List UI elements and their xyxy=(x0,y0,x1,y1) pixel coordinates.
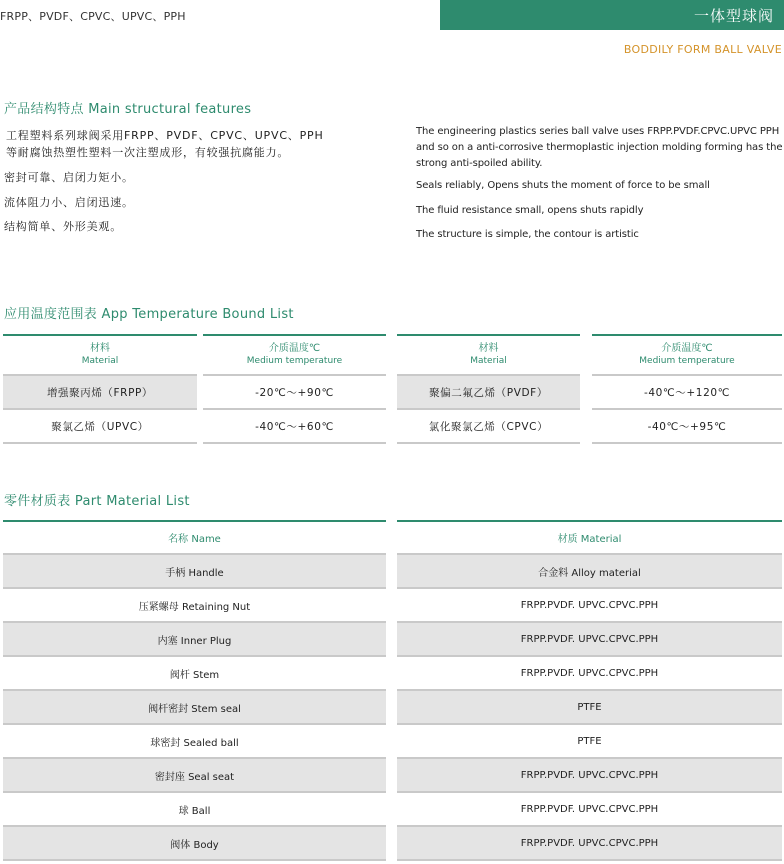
temp-cell: 聚氯乙烯（UPVC） xyxy=(3,410,197,444)
parts-row-material: FRPP.PVDF. UPVC.CPVC.PPH xyxy=(397,589,782,623)
temperature-heading: 应用温度范围表 App Temperature Bound List xyxy=(4,307,294,322)
parts-row-material: PTFE xyxy=(397,725,782,759)
parts-heading: 零件材质表 Part Material List xyxy=(4,494,190,509)
temp-header-material-2-cn: 材料 xyxy=(478,343,499,354)
temp-header-temp-2-en: Medium temperature xyxy=(639,356,735,366)
parts-row-material: 合金料 Alloy material xyxy=(397,555,782,589)
temp-cell: 增强聚丙烯（FRPP） xyxy=(3,376,197,410)
features-heading: 产品结构特点 Main structural features xyxy=(4,102,252,117)
material-codes: FRPP、PVDF、CPVC、UPVC、PPH xyxy=(0,10,186,23)
temp-header-temp-2 xyxy=(592,334,782,376)
feature-cn-3: 密封可靠、启闭力矩小。 xyxy=(4,171,134,184)
page-title-bar xyxy=(440,0,784,30)
temp-header-temp-2-cn: 介质温度℃ xyxy=(661,343,713,354)
parts-row-material: FRPP.PVDF. UPVC.CPVC.PPH xyxy=(397,657,782,691)
parts-row-material: FRPP.PVDF. UPVC.CPVC.PPH xyxy=(397,623,782,657)
temp-cell: -20℃～+90℃ xyxy=(203,376,386,410)
temp-header-temp-1-cn: 介质温度℃ xyxy=(268,343,321,354)
temp-cell: 氯化聚氯乙烯（CPVC） xyxy=(397,410,580,444)
temp-header-material-2 xyxy=(397,334,580,376)
parts-row-name: 手柄 Handle xyxy=(3,555,386,589)
temp-header-material-1-en: Material xyxy=(81,356,119,366)
parts-row-name: 球 Ball xyxy=(3,793,386,827)
temp-header-temp-1 xyxy=(203,334,386,376)
feature-en-1: The engineering plastics series ball valve uses FRPP.PVDF.CPVC.UPVC PPH and so on a anti-corrosive thermoplastic injection molding forming has the strong anti-spoiled ability. xyxy=(416,126,783,169)
parts-row-material: PTFE xyxy=(397,691,782,725)
feature-en-4: The structure is simple, the contour is artistic xyxy=(416,229,639,240)
parts-row-name: 压紧螺母 Retaining Nut xyxy=(3,589,386,623)
feature-cn-1: 工程塑料系列球阀采用FRPP、PVDF、CPVC、UPVC、PPH xyxy=(6,129,324,142)
temp-cell: -40℃～+60℃ xyxy=(203,410,386,444)
parts-row-name: 球密封 Sealed ball xyxy=(3,725,386,759)
page-title: 一体型球阀 xyxy=(693,6,774,25)
parts-row-name: 内塞 Inner Plug xyxy=(3,623,386,657)
feature-en-3: The fluid resistance small, opens shuts rapidly xyxy=(416,205,644,216)
temp-cell: -40℃～+120℃ xyxy=(592,376,782,410)
parts-row-name: 阀杆 Stem xyxy=(3,657,386,691)
temp-cell: -40℃～+95℃ xyxy=(592,410,782,444)
feature-en-2: Seals reliably, Opens shuts the moment of force to be small xyxy=(416,180,710,191)
parts-header-name: 名称 Name xyxy=(3,520,386,555)
temp-header-material-1 xyxy=(3,334,197,376)
page-subtitle: BODDILY FORM BALL VALVE xyxy=(623,43,782,56)
temp-header-material-1-cn: 材料 xyxy=(90,343,110,354)
parts-row-material: FRPP.PVDF. UPVC.CPVC.PPH xyxy=(397,827,782,861)
temp-header-temp-1-en: Medium temperature xyxy=(246,356,343,366)
temp-cell: 聚偏二氟乙烯（PVDF） xyxy=(397,376,580,410)
temp-header-material-2-en: Material xyxy=(470,356,507,366)
parts-row-name: 阀体 Body xyxy=(3,827,386,861)
parts-row-name: 阀杆密封 Stem seal xyxy=(3,691,386,725)
parts-header-material: 材质 Material xyxy=(397,520,782,555)
parts-row-material: FRPP.PVDF. UPVC.CPVC.PPH xyxy=(397,759,782,793)
feature-cn-2: 等耐腐蚀热塑性塑料一次注塑成形，有较强抗腐能力。 xyxy=(6,146,290,159)
feature-cn-4: 流体阻力小、启闭迅速。 xyxy=(4,196,134,209)
feature-cn-5: 结构简单、外形美观。 xyxy=(4,220,122,233)
parts-row-material: FRPP.PVDF. UPVC.CPVC.PPH xyxy=(397,793,782,827)
parts-row-name: 密封座 Seal seat xyxy=(3,759,386,793)
